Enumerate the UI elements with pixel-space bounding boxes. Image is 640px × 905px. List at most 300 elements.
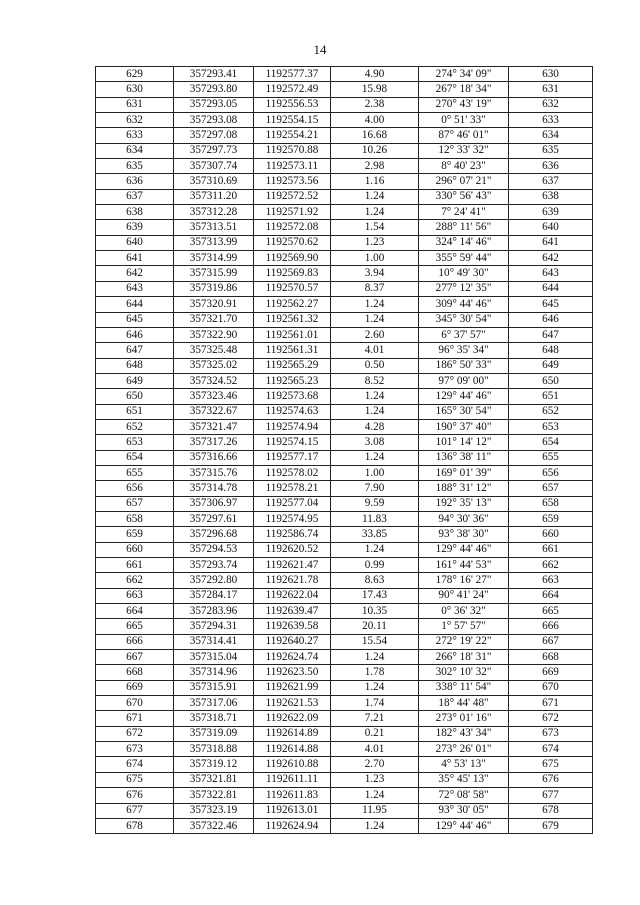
y-coordinate-cell: 1192565.29 — [254, 358, 331, 373]
x-coordinate-cell: 357322.67 — [174, 404, 254, 419]
bearing-cell: 267° 18' 34" — [419, 82, 509, 97]
next-point-cell: 669 — [509, 665, 593, 680]
x-coordinate-cell: 357315.04 — [174, 650, 254, 665]
table-row — [96, 358, 593, 373]
point-number-cell: 674 — [96, 757, 174, 772]
distance-cell: 1.24 — [331, 650, 419, 665]
x-coordinate-cell: 357319.12 — [174, 757, 254, 772]
next-point-cell: 641 — [509, 235, 593, 250]
y-coordinate-cell: 1192573.11 — [254, 159, 331, 174]
x-coordinate-cell: 357315.91 — [174, 680, 254, 695]
distance-cell: 8.37 — [331, 281, 419, 296]
bearing-cell: 0° 36' 32" — [419, 604, 509, 619]
distance-cell: 3.94 — [331, 266, 419, 281]
y-coordinate-cell: 1192621.53 — [254, 696, 331, 711]
distance-cell: 0.99 — [331, 558, 419, 573]
point-number-cell: 655 — [96, 465, 174, 480]
y-coordinate-cell: 1192639.58 — [254, 619, 331, 634]
x-coordinate-cell: 357319.09 — [174, 726, 254, 741]
distance-cell: 4.28 — [331, 419, 419, 434]
next-point-cell: 652 — [509, 404, 593, 419]
distance-cell: 1.24 — [331, 450, 419, 465]
distance-cell: 1.24 — [331, 404, 419, 419]
point-number-cell: 668 — [96, 665, 174, 680]
x-coordinate-cell: 357293.41 — [174, 67, 254, 82]
distance-cell: 1.24 — [331, 542, 419, 557]
next-point-cell: 632 — [509, 97, 593, 112]
bearing-cell: 190° 37' 40" — [419, 419, 509, 434]
bearing-cell: 302° 10' 32" — [419, 665, 509, 680]
y-coordinate-cell: 1192554.21 — [254, 128, 331, 143]
y-coordinate-cell: 1192570.62 — [254, 235, 331, 250]
x-coordinate-cell: 357310.69 — [174, 174, 254, 189]
next-point-cell: 660 — [509, 527, 593, 542]
point-number-cell: 672 — [96, 726, 174, 741]
x-coordinate-cell: 357311.20 — [174, 189, 254, 204]
point-number-cell: 671 — [96, 711, 174, 726]
next-point-cell: 637 — [509, 174, 593, 189]
table-row — [96, 742, 593, 757]
bearing-cell: 101° 14' 12" — [419, 435, 509, 450]
table-row — [96, 465, 593, 480]
y-coordinate-cell: 1192574.63 — [254, 404, 331, 419]
distance-cell: 2.38 — [331, 97, 419, 112]
point-number-cell: 639 — [96, 220, 174, 235]
y-coordinate-cell: 1192573.68 — [254, 389, 331, 404]
bearing-cell: 169° 01' 39" — [419, 465, 509, 480]
next-point-cell: 639 — [509, 205, 593, 220]
bearing-cell: 0° 51' 33" — [419, 113, 509, 128]
point-number-cell: 658 — [96, 511, 174, 526]
distance-cell: 0.50 — [331, 358, 419, 373]
point-number-cell: 629 — [96, 67, 174, 82]
bearing-cell: 296° 07' 21" — [419, 174, 509, 189]
bearing-cell: 182° 43' 34" — [419, 726, 509, 741]
distance-cell: 1.00 — [331, 251, 419, 266]
x-coordinate-cell: 357314.78 — [174, 481, 254, 496]
point-number-cell: 649 — [96, 373, 174, 388]
bearing-cell: 270° 43' 19" — [419, 97, 509, 112]
table-row — [96, 82, 593, 97]
bearing-cell: 273° 01' 16" — [419, 711, 509, 726]
distance-cell: 1.24 — [331, 189, 419, 204]
page-number: 14 — [313, 42, 327, 57]
distance-cell: 17.43 — [331, 588, 419, 603]
bearing-cell: 272° 19' 22" — [419, 634, 509, 649]
x-coordinate-cell: 357317.06 — [174, 696, 254, 711]
point-number-cell: 646 — [96, 327, 174, 342]
table-row — [96, 511, 593, 526]
table-row — [96, 67, 593, 82]
bearing-cell: 165° 30' 54" — [419, 404, 509, 419]
distance-cell: 10.26 — [331, 143, 419, 158]
table-row — [96, 680, 593, 695]
bearing-cell: 324° 14' 46" — [419, 235, 509, 250]
x-coordinate-cell: 357323.19 — [174, 803, 254, 818]
next-point-cell: 678 — [509, 803, 593, 818]
bearing-cell: 18° 44' 48" — [419, 696, 509, 711]
point-number-cell: 637 — [96, 189, 174, 204]
bearing-cell: 129° 44' 46" — [419, 389, 509, 404]
next-point-cell: 676 — [509, 772, 593, 787]
table-row — [96, 435, 593, 450]
y-coordinate-cell: 1192614.89 — [254, 726, 331, 741]
x-coordinate-cell: 357293.08 — [174, 113, 254, 128]
distance-cell: 4.01 — [331, 742, 419, 757]
distance-cell: 4.00 — [331, 113, 419, 128]
table-row — [96, 573, 593, 588]
point-number-cell: 644 — [96, 297, 174, 312]
distance-cell: 16.68 — [331, 128, 419, 143]
table-row — [96, 481, 593, 496]
distance-cell: 11.83 — [331, 511, 419, 526]
table-row — [96, 189, 593, 204]
x-coordinate-cell: 357293.80 — [174, 82, 254, 97]
bearing-cell: 274° 34' 09" — [419, 67, 509, 82]
bearing-cell: 129° 44' 46" — [419, 542, 509, 557]
y-coordinate-cell: 1192586.74 — [254, 527, 331, 542]
point-number-cell: 656 — [96, 481, 174, 496]
x-coordinate-cell: 357294.31 — [174, 619, 254, 634]
next-point-cell: 653 — [509, 419, 593, 434]
next-point-cell: 651 — [509, 389, 593, 404]
point-number-cell: 667 — [96, 650, 174, 665]
y-coordinate-cell: 1192610.88 — [254, 757, 331, 772]
point-number-cell: 643 — [96, 281, 174, 296]
x-coordinate-cell: 357293.05 — [174, 97, 254, 112]
point-number-cell: 675 — [96, 772, 174, 787]
x-coordinate-cell: 357283.96 — [174, 604, 254, 619]
y-coordinate-cell: 1192570.57 — [254, 281, 331, 296]
next-point-cell: 659 — [509, 511, 593, 526]
y-coordinate-cell: 1192561.31 — [254, 343, 331, 358]
x-coordinate-cell: 357314.41 — [174, 634, 254, 649]
y-coordinate-cell: 1192621.47 — [254, 558, 331, 573]
distance-cell: 2.70 — [331, 757, 419, 772]
y-coordinate-cell: 1192572.49 — [254, 82, 331, 97]
table-row — [96, 558, 593, 573]
point-number-cell: 631 — [96, 97, 174, 112]
x-coordinate-cell: 357321.81 — [174, 772, 254, 787]
next-point-cell: 671 — [509, 696, 593, 711]
y-coordinate-cell: 1192578.02 — [254, 465, 331, 480]
next-point-cell: 657 — [509, 481, 593, 496]
distance-cell: 2.60 — [331, 327, 419, 342]
x-coordinate-cell: 357323.46 — [174, 389, 254, 404]
distance-cell: 1.24 — [331, 312, 419, 327]
x-coordinate-cell: 357316.66 — [174, 450, 254, 465]
y-coordinate-cell: 1192561.32 — [254, 312, 331, 327]
y-coordinate-cell: 1192577.37 — [254, 67, 331, 82]
x-coordinate-cell: 357307.74 — [174, 159, 254, 174]
table-row — [96, 235, 593, 250]
x-coordinate-cell: 357324.52 — [174, 373, 254, 388]
table-row — [96, 757, 593, 772]
next-point-cell: 635 — [509, 143, 593, 158]
table-row — [96, 312, 593, 327]
next-point-cell: 630 — [509, 67, 593, 82]
next-point-cell: 665 — [509, 604, 593, 619]
table-row — [96, 604, 593, 619]
table-row — [96, 650, 593, 665]
point-number-cell: 645 — [96, 312, 174, 327]
next-point-cell: 670 — [509, 680, 593, 695]
distance-cell: 1.00 — [331, 465, 419, 480]
table-row — [96, 297, 593, 312]
point-number-cell: 660 — [96, 542, 174, 557]
table-row — [96, 220, 593, 235]
bearing-cell: 35° 45' 13" — [419, 772, 509, 787]
point-number-cell: 647 — [96, 343, 174, 358]
y-coordinate-cell: 1192571.92 — [254, 205, 331, 220]
distance-cell: 4.01 — [331, 343, 419, 358]
bearing-cell: 129° 44' 46" — [419, 818, 509, 833]
x-coordinate-cell: 357312.28 — [174, 205, 254, 220]
next-point-cell: 672 — [509, 711, 593, 726]
y-coordinate-cell: 1192561.01 — [254, 327, 331, 342]
distance-cell: 4.90 — [331, 67, 419, 82]
bearing-cell: 277° 12' 35" — [419, 281, 509, 296]
next-point-cell: 643 — [509, 266, 593, 281]
x-coordinate-cell: 357314.96 — [174, 665, 254, 680]
table-row — [96, 327, 593, 342]
y-coordinate-cell: 1192562.27 — [254, 297, 331, 312]
table-row — [96, 97, 593, 112]
distance-cell: 33.85 — [331, 527, 419, 542]
x-coordinate-cell: 357322.90 — [174, 327, 254, 342]
y-coordinate-cell: 1192613.01 — [254, 803, 331, 818]
bearing-cell: 12° 33' 32" — [419, 143, 509, 158]
distance-cell: 20.11 — [331, 619, 419, 634]
x-coordinate-cell: 357317.26 — [174, 435, 254, 450]
table-row — [96, 696, 593, 711]
bearing-cell: 136° 38' 11" — [419, 450, 509, 465]
x-coordinate-cell: 357292.80 — [174, 573, 254, 588]
point-number-cell: 665 — [96, 619, 174, 634]
table-row — [96, 143, 593, 158]
distance-cell: 7.21 — [331, 711, 419, 726]
table-row — [96, 818, 593, 833]
bearing-cell: 72° 08' 58" — [419, 788, 509, 803]
distance-cell: 7.90 — [331, 481, 419, 496]
x-coordinate-cell: 357297.08 — [174, 128, 254, 143]
next-point-cell: 649 — [509, 358, 593, 373]
point-number-cell: 632 — [96, 113, 174, 128]
y-coordinate-cell: 1192623.50 — [254, 665, 331, 680]
distance-cell: 2.98 — [331, 159, 419, 174]
x-coordinate-cell: 357313.99 — [174, 235, 254, 250]
coordinates-table — [95, 66, 593, 834]
next-point-cell: 647 — [509, 327, 593, 342]
coordinates-table-body — [96, 67, 593, 834]
y-coordinate-cell: 1192614.88 — [254, 742, 331, 757]
point-number-cell: 641 — [96, 251, 174, 266]
bearing-cell: 94° 30' 36" — [419, 511, 509, 526]
next-point-cell: 673 — [509, 726, 593, 741]
point-number-cell: 666 — [96, 634, 174, 649]
distance-cell: 1.24 — [331, 818, 419, 833]
y-coordinate-cell: 1192577.17 — [254, 450, 331, 465]
table-row — [96, 619, 593, 634]
x-coordinate-cell: 357321.70 — [174, 312, 254, 327]
point-number-cell: 654 — [96, 450, 174, 465]
next-point-cell: 640 — [509, 220, 593, 235]
next-point-cell: 646 — [509, 312, 593, 327]
distance-cell: 1.23 — [331, 772, 419, 787]
table-row — [96, 113, 593, 128]
y-coordinate-cell: 1192621.78 — [254, 573, 331, 588]
table-row — [96, 634, 593, 649]
x-coordinate-cell: 357313.51 — [174, 220, 254, 235]
bearing-cell: 6° 37' 57" — [419, 327, 509, 342]
x-coordinate-cell: 357315.76 — [174, 465, 254, 480]
bearing-cell: 330° 56' 43" — [419, 189, 509, 204]
distance-cell: 15.98 — [331, 82, 419, 97]
y-coordinate-cell: 1192622.09 — [254, 711, 331, 726]
next-point-cell: 633 — [509, 113, 593, 128]
x-coordinate-cell: 357315.99 — [174, 266, 254, 281]
table-row — [96, 128, 593, 143]
y-coordinate-cell: 1192624.74 — [254, 650, 331, 665]
point-number-cell: 664 — [96, 604, 174, 619]
table-row — [96, 251, 593, 266]
bearing-cell: 1° 57' 57" — [419, 619, 509, 634]
distance-cell: 1.16 — [331, 174, 419, 189]
point-number-cell: 676 — [96, 788, 174, 803]
x-coordinate-cell: 357319.86 — [174, 281, 254, 296]
y-coordinate-cell: 1192640.27 — [254, 634, 331, 649]
bearing-cell: 4° 53' 13" — [419, 757, 509, 772]
table-row — [96, 389, 593, 404]
table-row — [96, 803, 593, 818]
y-coordinate-cell: 1192578.21 — [254, 481, 331, 496]
x-coordinate-cell: 357322.46 — [174, 818, 254, 833]
x-coordinate-cell: 357297.73 — [174, 143, 254, 158]
y-coordinate-cell: 1192574.94 — [254, 419, 331, 434]
x-coordinate-cell: 357293.74 — [174, 558, 254, 573]
bearing-cell: 345° 30' 54" — [419, 312, 509, 327]
y-coordinate-cell: 1192569.90 — [254, 251, 331, 266]
x-coordinate-cell: 357325.02 — [174, 358, 254, 373]
table-row — [96, 588, 593, 603]
table-row — [96, 159, 593, 174]
y-coordinate-cell: 1192570.88 — [254, 143, 331, 158]
next-point-cell: 636 — [509, 159, 593, 174]
x-coordinate-cell: 357297.61 — [174, 511, 254, 526]
point-number-cell: 651 — [96, 404, 174, 419]
y-coordinate-cell: 1192565.23 — [254, 373, 331, 388]
point-number-cell: 648 — [96, 358, 174, 373]
next-point-cell: 661 — [509, 542, 593, 557]
table-row — [96, 174, 593, 189]
next-point-cell: 675 — [509, 757, 593, 772]
y-coordinate-cell: 1192574.95 — [254, 511, 331, 526]
y-coordinate-cell: 1192573.56 — [254, 174, 331, 189]
x-coordinate-cell: 357325.48 — [174, 343, 254, 358]
next-point-cell: 663 — [509, 573, 593, 588]
point-number-cell: 630 — [96, 82, 174, 97]
bearing-cell: 93° 38' 30" — [419, 527, 509, 542]
x-coordinate-cell: 357318.88 — [174, 742, 254, 757]
next-point-cell: 658 — [509, 496, 593, 511]
distance-cell: 1.24 — [331, 389, 419, 404]
next-point-cell: 662 — [509, 558, 593, 573]
next-point-cell: 638 — [509, 189, 593, 204]
next-point-cell: 674 — [509, 742, 593, 757]
point-number-cell: 633 — [96, 128, 174, 143]
next-point-cell: 664 — [509, 588, 593, 603]
distance-cell: 1.74 — [331, 696, 419, 711]
next-point-cell: 679 — [509, 818, 593, 833]
distance-cell: 15.54 — [331, 634, 419, 649]
x-coordinate-cell: 357306.97 — [174, 496, 254, 511]
next-point-cell: 667 — [509, 634, 593, 649]
table-row — [96, 266, 593, 281]
bearing-cell: 90° 41' 24" — [419, 588, 509, 603]
table-row — [96, 373, 593, 388]
bearing-cell: 97° 09' 00" — [419, 373, 509, 388]
bearing-cell: 96° 35' 34" — [419, 343, 509, 358]
bearing-cell: 355° 59' 44" — [419, 251, 509, 266]
bearing-cell: 273° 26' 01" — [419, 742, 509, 757]
distance-cell: 0.21 — [331, 726, 419, 741]
point-number-cell: 657 — [96, 496, 174, 511]
point-number-cell: 635 — [96, 159, 174, 174]
bearing-cell: 192° 35' 13" — [419, 496, 509, 511]
next-point-cell: 666 — [509, 619, 593, 634]
next-point-cell: 654 — [509, 435, 593, 450]
bearing-cell: 288° 11' 56" — [419, 220, 509, 235]
point-number-cell: 642 — [96, 266, 174, 281]
distance-cell: 1.24 — [331, 680, 419, 695]
bearing-cell: 338° 11' 54" — [419, 680, 509, 695]
table-row — [96, 419, 593, 434]
bearing-cell: 186° 50' 33" — [419, 358, 509, 373]
table-row — [96, 404, 593, 419]
table-row — [96, 665, 593, 680]
table-row — [96, 496, 593, 511]
table-row — [96, 711, 593, 726]
y-coordinate-cell: 1192572.08 — [254, 220, 331, 235]
table-row — [96, 542, 593, 557]
table-row — [96, 726, 593, 741]
table-row — [96, 281, 593, 296]
x-coordinate-cell: 357314.99 — [174, 251, 254, 266]
table-row — [96, 205, 593, 220]
y-coordinate-cell: 1192569.83 — [254, 266, 331, 281]
point-number-cell: 634 — [96, 143, 174, 158]
bearing-cell: 266° 18' 31" — [419, 650, 509, 665]
bearing-cell: 309° 44' 46" — [419, 297, 509, 312]
next-point-cell: 677 — [509, 788, 593, 803]
bearing-cell: 178° 16' 27" — [419, 573, 509, 588]
point-number-cell: 638 — [96, 205, 174, 220]
bearing-cell: 10° 49' 30" — [419, 266, 509, 281]
distance-cell: 11.95 — [331, 803, 419, 818]
x-coordinate-cell: 357296.68 — [174, 527, 254, 542]
point-number-cell: 650 — [96, 389, 174, 404]
y-coordinate-cell: 1192624.94 — [254, 818, 331, 833]
y-coordinate-cell: 1192577.04 — [254, 496, 331, 511]
x-coordinate-cell: 357284.17 — [174, 588, 254, 603]
y-coordinate-cell: 1192621.99 — [254, 680, 331, 695]
x-coordinate-cell: 357321.47 — [174, 419, 254, 434]
distance-cell: 10.35 — [331, 604, 419, 619]
point-number-cell: 673 — [96, 742, 174, 757]
point-number-cell: 636 — [96, 174, 174, 189]
x-coordinate-cell: 357294.53 — [174, 542, 254, 557]
y-coordinate-cell: 1192622.04 — [254, 588, 331, 603]
